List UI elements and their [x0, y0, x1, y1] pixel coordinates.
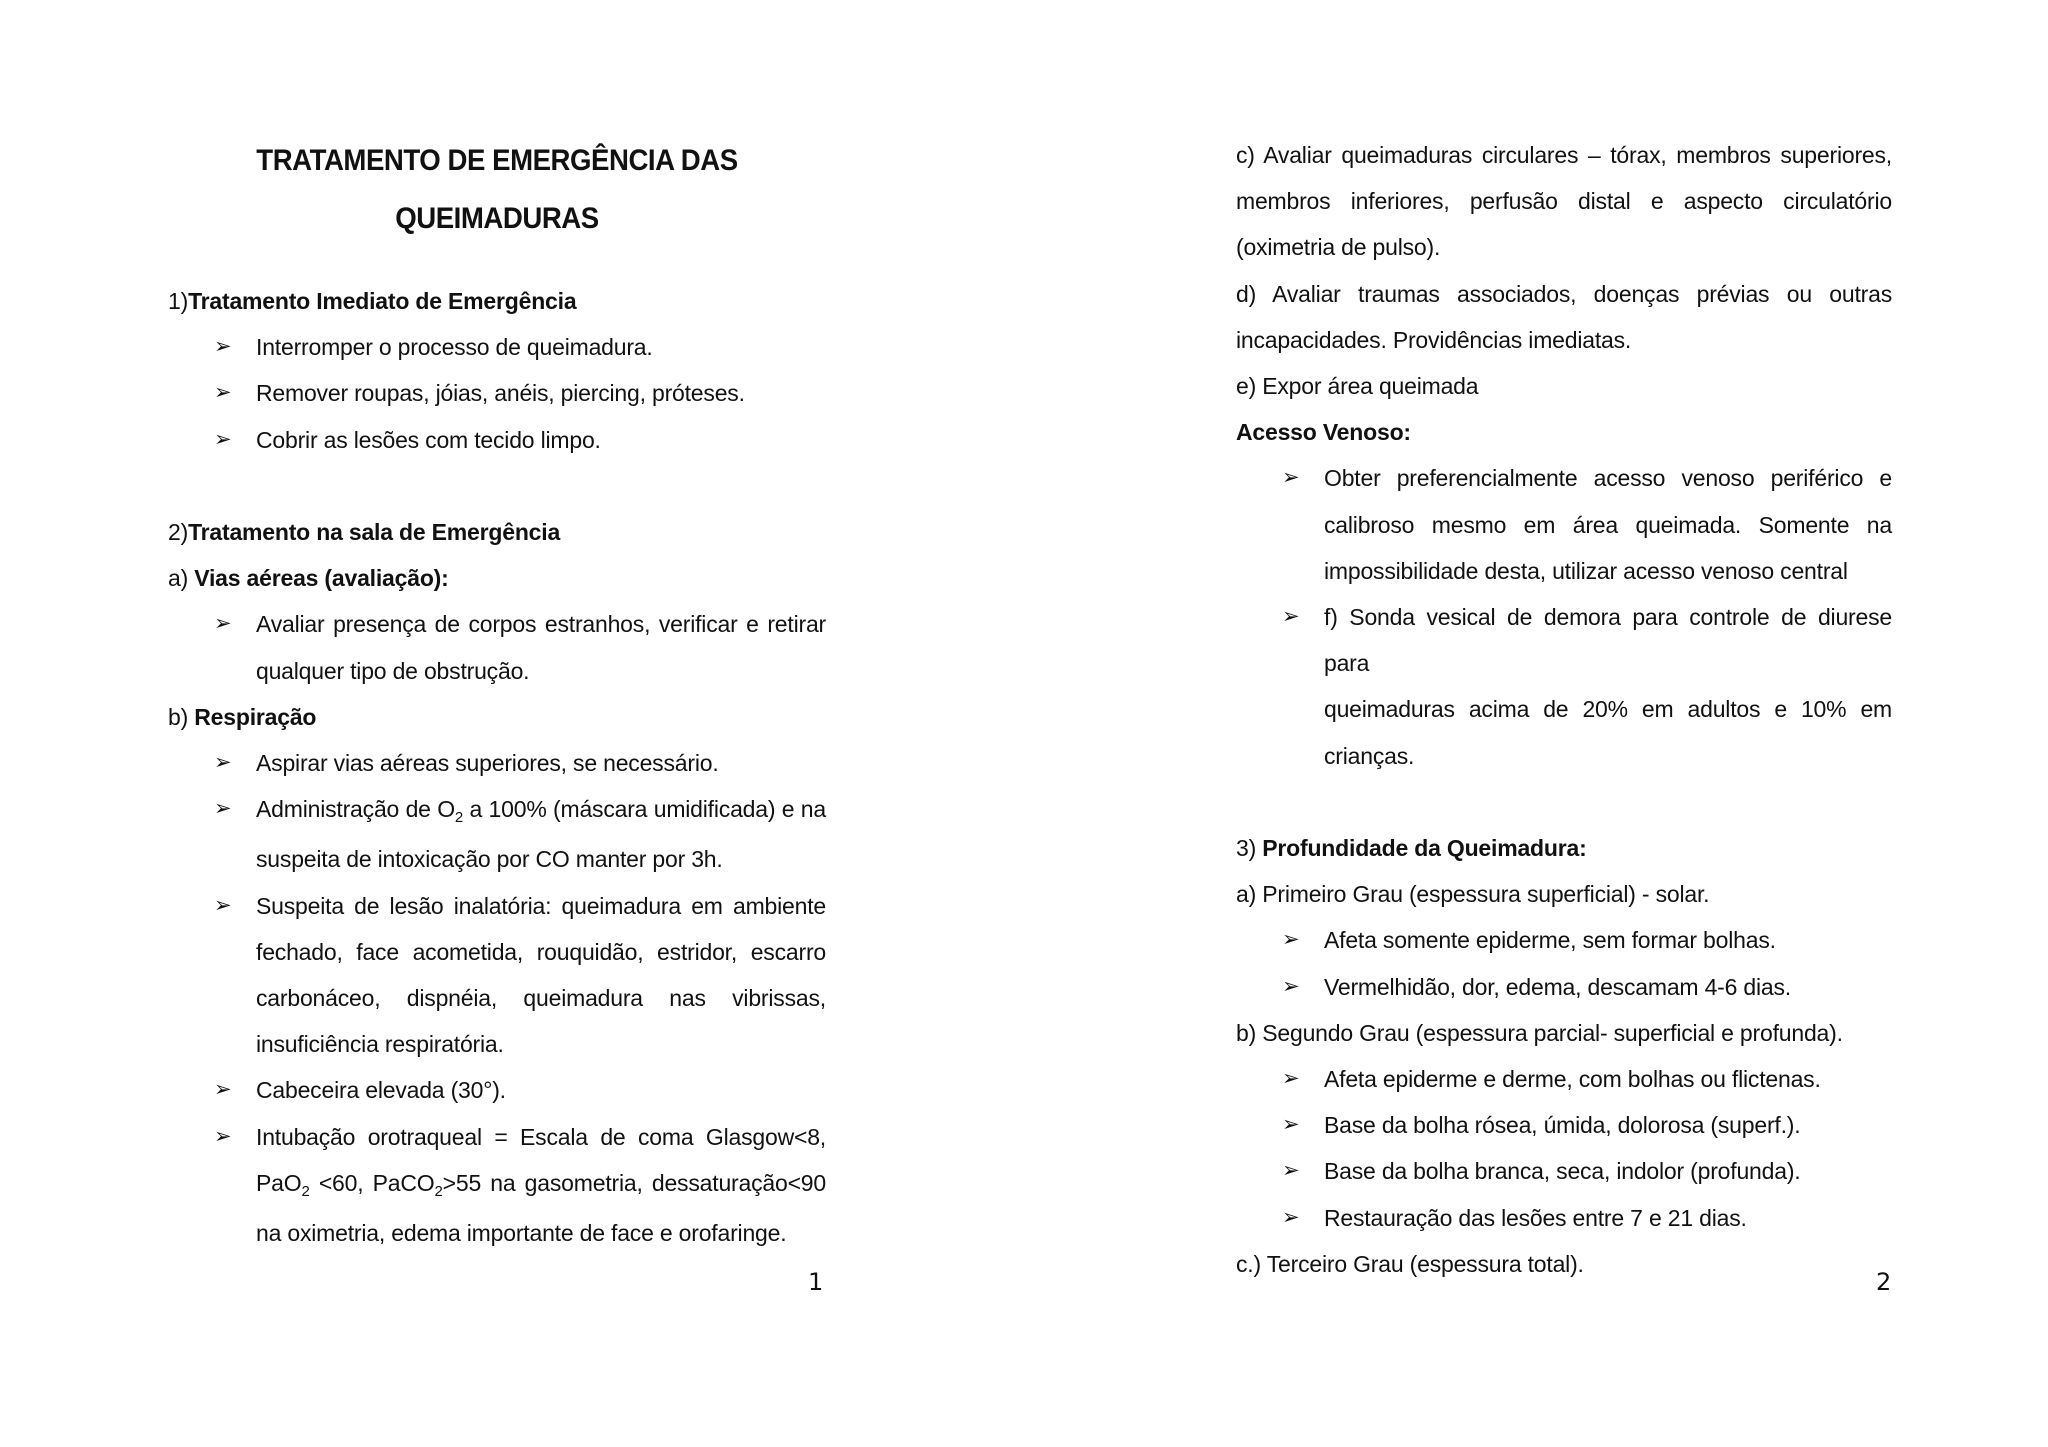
list-item: ➢ Vermelhidão, dor, edema, descamam 4-6 dias.	[1236, 964, 1892, 1010]
page-1-content	[168, 278, 826, 1256]
arrow-bullet-icon: ➢	[1282, 1159, 1300, 1183]
list-item: ➢ Base da bolha branca, seca, indolor (profunda).	[1236, 1148, 1892, 1194]
paragraph-d-line: d) Avaliar traumas associados, doenças prévias ou outras	[1236, 280, 1892, 307]
section-3-heading: 3) Profundidade da Queimadura:	[1236, 835, 1587, 862]
arrow-bullet-icon: ➢	[214, 612, 232, 636]
list-item: ➢ Aspirar vias aéreas superiores, se necessário.	[168, 740, 826, 786]
arrow-bullet-icon: ➢	[214, 797, 232, 821]
spacer	[1236, 779, 1892, 825]
paragraph-d-line: incapacidades. Providências imediatas.	[1236, 326, 1632, 353]
list-item: ➢ Base da bolha rósea, úmida, dolorosa (superf.).	[1236, 1102, 1892, 1148]
list-item: ➢ Avaliar presença de corpos estranhos, verificar e retirar qualquer tipo de obstrução.	[168, 601, 826, 693]
list-item: ➢ Suspeita de lesão inalatória: queimadura em ambiente fechado, face acometida, rouquidão, estridor, escarro carbonáceo, dispnéia, queimadura nas vibrissas, insuficiência respiratória.	[168, 883, 826, 1068]
list-item: ➢ Cobrir as lesões com tecido limpo.	[168, 417, 826, 463]
list-item: ➢ Administração de $O_2$ a 100% (máscara umidificada) e na suspeita de intoxicação por CO manter por 3h.	[168, 786, 826, 882]
arrow-bullet-icon: ➢	[1282, 1113, 1300, 1137]
second-degree-heading: b) Segundo Grau (espessura parcial- superficial e profunda).	[1236, 1019, 1843, 1046]
list-item: ➢ Remover roupas, jóias, anéis, piercing, próteses.	[168, 370, 826, 416]
arrow-bullet-icon: ➢	[1282, 974, 1300, 998]
arrow-bullet-icon: ➢	[214, 381, 232, 405]
paragraph-c-line: c) Avaliar queimaduras circulares – tórax, membros superiores,	[1236, 142, 1892, 168]
arrow-bullet-icon: ➢	[214, 1078, 232, 1102]
title-line-1: TRATAMENTO DE EMERGÊNCIA DAS	[256, 144, 738, 177]
list-item: ➢ Obter preferencialmente acesso venoso periférico e calibroso mesmo em área queimada. Somente na impossibilidade desta, utilizar acesso venoso central	[1236, 455, 1892, 594]
list-item: ➢ Interromper o processo de queimadura.	[168, 324, 826, 370]
list-item: ➢ Intubação orotraqueal = Escala de coma Glasgow<8, PaO$_2$ <60, PaCO$_2$>55 na gasometria, dessaturação<90 na oximetria, edema importante de face e orofaringe.	[168, 1114, 826, 1257]
arrow-bullet-icon: ➢	[214, 751, 232, 775]
page-1	[168, 0, 826, 1447]
list-item: ➢ f) Sonda vesical de demora para controle de diurese para queimaduras acima de 20% em adultos e 10% em crianças.	[1236, 594, 1892, 779]
arrow-bullet-icon: ➢	[1282, 928, 1300, 952]
arrow-bullet-icon: ➢	[1282, 1067, 1300, 1091]
page-2-content	[1236, 132, 1892, 1287]
acesso-venoso-heading: Acesso Venoso:	[1236, 419, 1411, 446]
list-item: ➢ Afeta somente epiderme, sem formar bolhas.	[1236, 917, 1892, 963]
third-degree-heading: c.) Terceiro Grau (espessura total).	[1236, 1250, 1584, 1277]
arrow-bullet-icon: ➢	[214, 335, 232, 359]
arrow-bullet-icon: ➢	[214, 893, 232, 917]
arrow-bullet-icon: ➢	[214, 1124, 232, 1148]
spacer	[168, 463, 826, 509]
paragraph-c-line: (oximetria de pulso).	[1236, 234, 1441, 261]
arrow-bullet-icon: ➢	[1282, 1205, 1300, 1229]
arrow-bullet-icon: ➢	[214, 427, 232, 451]
section-1-heading: 1)Tratamento Imediato de Emergência	[168, 288, 577, 314]
arrow-bullet-icon: ➢	[1282, 605, 1300, 629]
page-2	[1236, 0, 1892, 1447]
list-item: ➢ Restauração das lesões entre 7 e 21 dias.	[1236, 1195, 1892, 1241]
page-number: 1	[808, 1268, 824, 1296]
document-title	[194, 132, 799, 248]
section-2-heading: 2)Tratamento na sala de Emergência	[168, 519, 561, 545]
arrow-bullet-icon: ➢	[1282, 466, 1300, 490]
paragraph-c-line: membros inferiores, perfusão distal e aspecto circulatório	[1236, 188, 1892, 215]
subsection-b-heading: b) Respiração	[168, 703, 317, 730]
subsection-a-heading: a) Vias aéreas (avaliação):	[168, 565, 449, 592]
paragraph-e: e) Expor área queimada	[1236, 373, 1479, 400]
first-degree-heading: a) Primeiro Grau (espessura superficial) - solar.	[1236, 881, 1710, 908]
page-number: 2	[1876, 1268, 1892, 1296]
list-item: ➢ Afeta epiderme e derme, com bolhas ou flictenas.	[1236, 1056, 1892, 1102]
list-item: ➢ Cabeceira elevada (30°).	[168, 1067, 826, 1113]
title-line-2: QUEIMADURAS	[395, 202, 599, 235]
